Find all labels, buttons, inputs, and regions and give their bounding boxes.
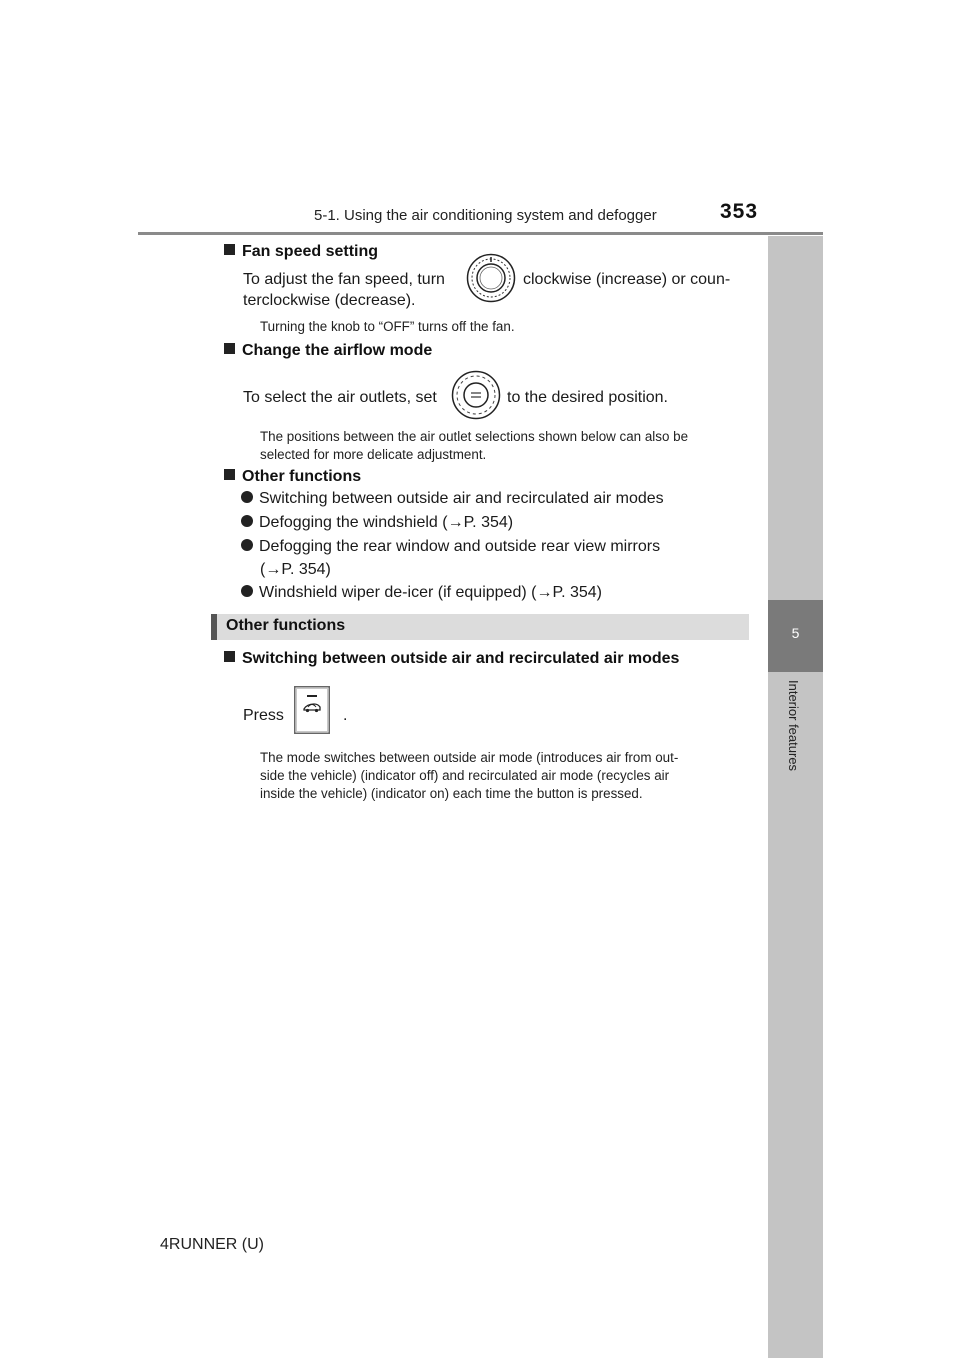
- page-number: 353: [720, 200, 759, 223]
- round-bullet-icon: [241, 515, 253, 527]
- other-functions-heading: Other functions: [224, 468, 361, 486]
- side-tab-strip: [768, 236, 823, 1358]
- section-title: 5-1. Using the air conditioning system and defogger: [314, 207, 657, 224]
- airflow-mode-knob-icon: [451, 370, 501, 420]
- fan-speed-text-line2: terclockwise (decrease).: [243, 292, 416, 309]
- header-rule: [138, 232, 823, 235]
- switching-note-line2: side the vehicle) (indicator off) and recirculated air mode (recycles air: [260, 768, 670, 783]
- round-bullet-icon: [241, 491, 253, 503]
- press-label: Press: [243, 707, 284, 724]
- round-bullet-icon: [241, 539, 253, 551]
- recirculate-air-button-icon: [294, 686, 330, 734]
- airflow-heading: Change the airflow mode: [224, 342, 432, 360]
- footer-model: 4RUNNER (U): [160, 1236, 264, 1253]
- list-item-continuation: (→P. 354): [260, 561, 331, 578]
- other-functions-bar-title: Other functions: [226, 617, 346, 634]
- other-functions-bar-edge: [211, 614, 217, 640]
- chapter-label: Interior features: [786, 680, 801, 772]
- chapter-number: 5: [791, 625, 800, 641]
- square-bullet-icon: [224, 343, 235, 354]
- fan-speed-heading: Fan speed setting: [224, 243, 378, 261]
- round-bullet-icon: [241, 585, 253, 597]
- square-bullet-icon: [224, 651, 235, 662]
- airflow-text-before: To select the air outlets, set: [243, 389, 437, 406]
- press-suffix: .: [343, 707, 348, 724]
- airflow-note-line1: The positions between the air outlet selections shown below can also be: [260, 429, 689, 444]
- square-bullet-icon: [224, 469, 235, 480]
- list-item: Switching between outside air and recirculated air modes: [241, 490, 664, 508]
- list-item: Defogging the windshield (→P. 354): [241, 514, 513, 532]
- switching-heading: Switching between outside air and recirculated air modes: [224, 650, 679, 668]
- fan-speed-knob-icon: [466, 253, 516, 303]
- airflow-note-line2: selected for more delicate adjustment.: [260, 447, 487, 462]
- fan-speed-text-after: clockwise (increase) or coun-: [523, 271, 731, 288]
- fan-speed-note: Turning the knob to “OFF” turns off the fan.: [260, 319, 515, 334]
- fan-speed-text-before: To adjust the fan speed, turn: [243, 271, 445, 288]
- switching-note-line1: The mode switches between outside air mode (introduces air from out-: [260, 750, 679, 765]
- list-item: Defogging the rear window and outside rear view mirrors: [241, 538, 660, 556]
- square-bullet-icon: [224, 244, 235, 255]
- list-item: Windshield wiper de-icer (if equipped) (→P. 354): [241, 584, 602, 602]
- switching-note-line3: inside the vehicle) (indicator on) each time the button is pressed.: [260, 786, 643, 801]
- airflow-text-after: to the desired position.: [507, 389, 668, 406]
